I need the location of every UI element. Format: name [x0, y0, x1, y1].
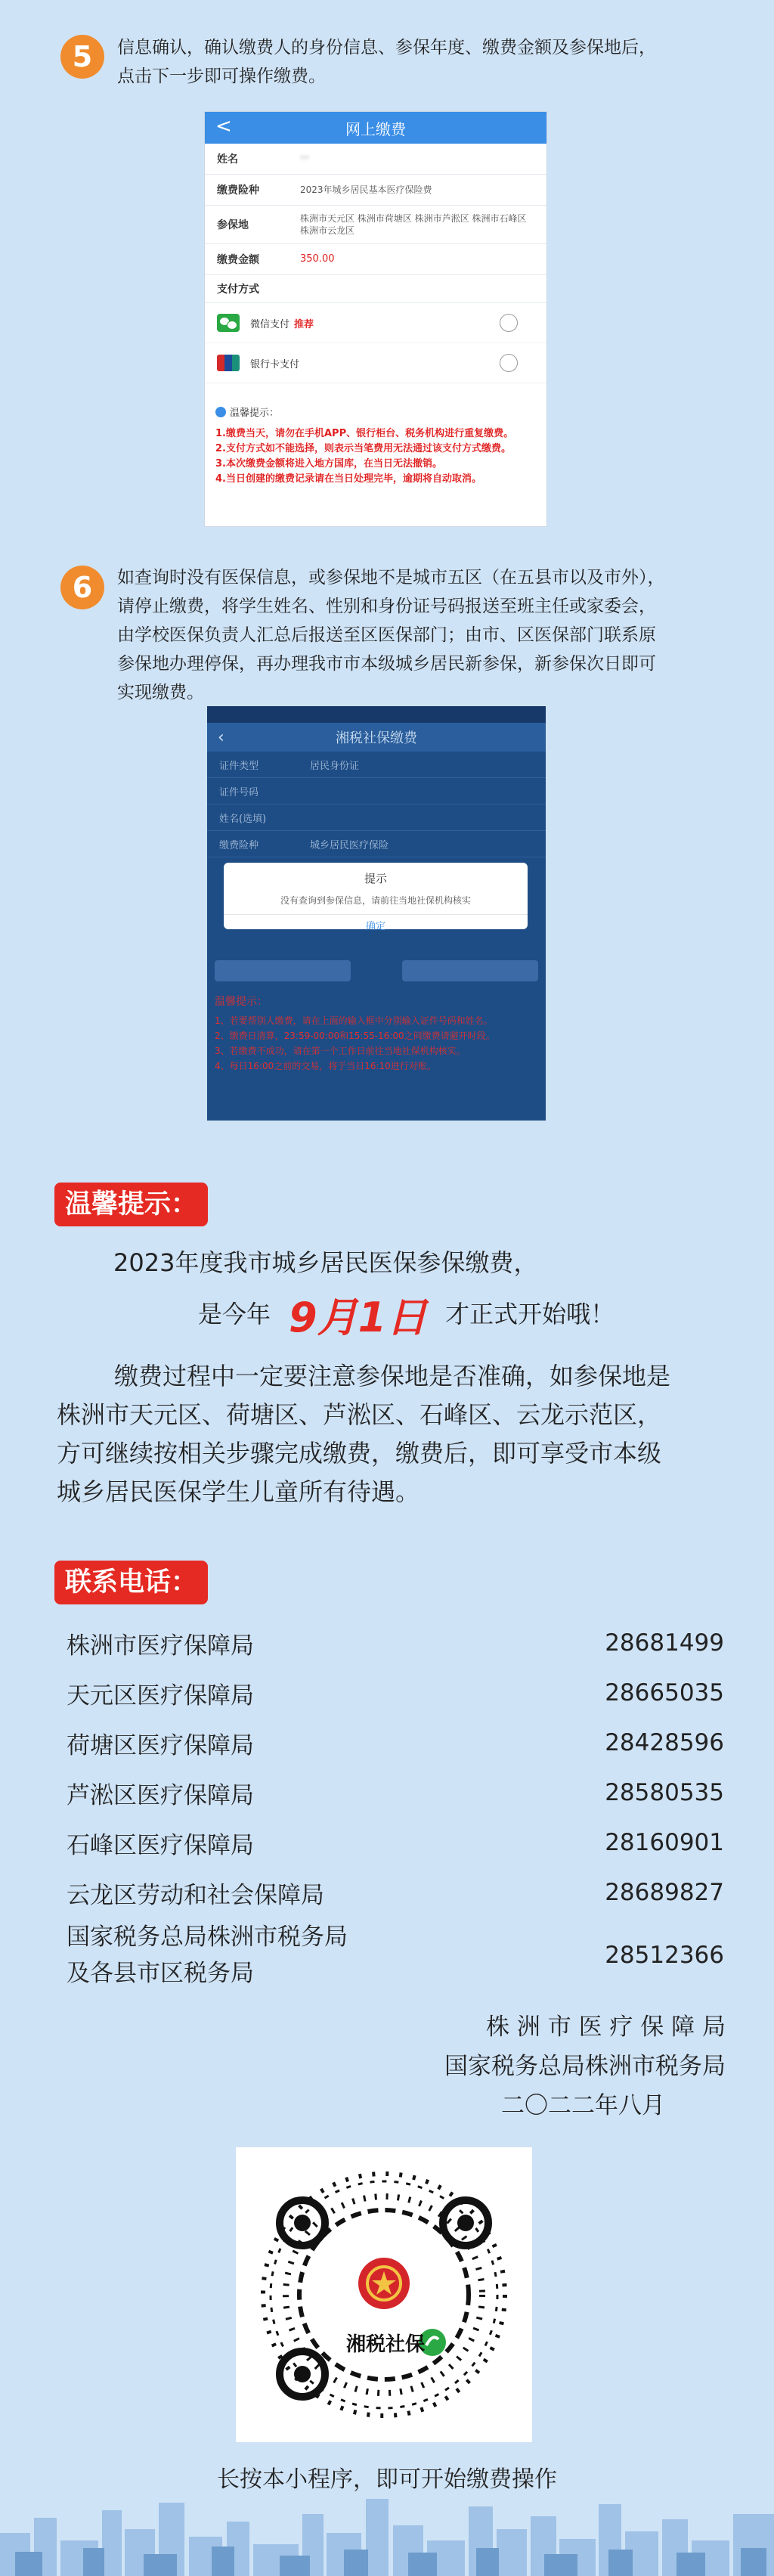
national-emblem-icon	[358, 2258, 410, 2309]
step-5-line-2: 点击下一步即可操作缴费。	[117, 67, 326, 86]
contact-row	[67, 1768, 724, 1818]
query-row[interactable]	[207, 804, 546, 831]
query-row[interactable]	[207, 752, 546, 778]
contact-name: 石峰区医疗保障局	[67, 1831, 254, 1859]
dialog-text: 没有查询到参保信息，请前往当地社保机构核实	[224, 894, 528, 915]
row-label: 缴费险种	[217, 184, 259, 197]
row-label: 证件类型	[219, 760, 259, 772]
notice-line-2-pre: 是今年	[198, 1300, 271, 1328]
contact-row	[67, 1868, 724, 1917]
contact-phone[interactable]: 28160901	[605, 1829, 724, 1856]
radio-button[interactable]	[500, 354, 518, 372]
row-label: 证件号码	[219, 786, 259, 798]
contact-name: 云龙区劳动和社会保障局	[67, 1881, 324, 1909]
back-arrow-icon[interactable]: <	[215, 115, 232, 138]
contact-row	[67, 1668, 724, 1718]
contact-phone[interactable]: 28689827	[605, 1879, 724, 1906]
pay-option-bankcard[interactable]	[205, 343, 546, 383]
notice-line-2	[198, 1285, 615, 1344]
payment-header	[205, 112, 546, 144]
query-button-right[interactable]	[402, 960, 538, 981]
query-header	[207, 723, 546, 752]
city-skyline-icon	[0, 2488, 774, 2576]
tips-list	[205, 419, 546, 494]
notice-paragraph	[57, 1357, 737, 1511]
row-value: 居民身份证	[310, 760, 360, 772]
notice-para-line: 方可继续按相关步骤完成缴费，缴费后，即可享受市本级	[57, 1439, 662, 1468]
recommend-badge: 推荐	[294, 318, 314, 330]
row-label: 参保地	[217, 219, 249, 231]
query-row[interactable]	[207, 778, 546, 804]
query-row[interactable]	[207, 831, 546, 857]
row-value-blurred: **	[300, 153, 309, 164]
signature	[408, 2007, 726, 2125]
pay-option-label: 银行卡支付	[250, 358, 300, 370]
signature-line: 株 洲 市 医 疗 保 障 局	[486, 2013, 726, 2041]
contact-name: 天元区医疗保障局	[67, 1682, 254, 1710]
contact-row	[67, 1618, 724, 1668]
contact-phone[interactable]: 28428596	[605, 1729, 724, 1756]
tip-item: 1.缴费当天，请勿在手机APP、银行柜台、税务机构进行重复缴费。	[215, 428, 514, 439]
contact-row	[67, 1818, 724, 1868]
step-5-text	[117, 33, 737, 91]
contact-phone[interactable]: 28580535	[605, 1779, 724, 1806]
contact-row-tax	[67, 1917, 724, 1993]
query-buttons	[215, 960, 538, 981]
qr-caption: 长按本小程序，即可开始缴费操作	[217, 2466, 557, 2493]
notice-line-1: 2023年度我市城乡居民医保参保缴费，	[113, 1248, 538, 1277]
tip-item: 2.支付方式如不能选择，则表示当笔费用无法通过该支付方式缴费。	[215, 443, 511, 454]
start-date-highlight: 9月1日	[289, 1294, 428, 1341]
qr-label: 湘税社保	[345, 2333, 425, 2356]
payment-screenshot	[205, 112, 546, 526]
contact-phone[interactable]: 28665035	[605, 1679, 724, 1706]
contacts-list	[67, 1618, 724, 1993]
radio-button[interactable]	[500, 314, 518, 332]
contact-name-tax	[67, 1919, 348, 1992]
mini-program-qr[interactable]	[236, 2147, 532, 2442]
step-6-line: 请停止缴费，将学生姓名、性别和身份证号码报送至班主任或家委会，	[117, 597, 656, 616]
step-6-line: 实现缴费。	[117, 683, 204, 702]
notice-para-line: 缴费过程中一定要注意参保地是否准确，如参保地是	[114, 1362, 671, 1390]
dialog-confirm-button[interactable]: 确定	[365, 921, 385, 932]
tip-item: 4.当日创建的缴费记录请在当日处理完毕，逾期将自动取消。	[215, 473, 481, 485]
row-value-amount: 350.00	[300, 253, 335, 265]
payment-row-location	[205, 206, 546, 244]
tip-item: 3.本次缴费金额将进入地方国库，在当日无法撤销。	[215, 458, 442, 470]
tip-item: 3、若缴费不成功，请在第一个工作日前往当地社保机构核实。	[215, 1046, 466, 1056]
tip-item: 4、每日16:00之前的交易，将于当日16:10进行对账。	[215, 1061, 436, 1071]
contact-name-line: 国家税务总局株洲市税务局	[67, 1923, 348, 1951]
step-6-line: 参保地办理停保，再办理我市市本级城乡居民新参保，新参保次日即可	[117, 654, 656, 674]
query-screenshot	[207, 706, 546, 1121]
contact-phone[interactable]: 28512366	[605, 1942, 724, 1969]
row-label: 姓名	[217, 153, 238, 166]
contact-name: 芦淞区医疗保障局	[67, 1781, 254, 1809]
contact-name: 株洲市医疗保障局	[67, 1632, 254, 1660]
contacts-tag: 联系电话：	[54, 1561, 208, 1604]
status-bar	[207, 706, 546, 723]
payment-header-title: 网上缴费	[345, 119, 406, 138]
contact-name: 荷塘区医疗保障局	[67, 1731, 254, 1759]
row-label: 缴费险种	[219, 839, 259, 851]
row-value: 2023年城乡居民基本医疗保险费	[300, 184, 432, 195]
step-6-badge: 6	[60, 566, 104, 609]
pay-option-label: 微信支付	[250, 318, 290, 330]
row-label: 缴费金额	[217, 254, 259, 266]
info-icon	[215, 407, 226, 417]
notice-para-line: 株洲市天元区、荷塘区、芦淞区、石峰区、云龙示范区，	[57, 1400, 662, 1429]
notice-line-2-post: 才正式开始哦！	[445, 1300, 615, 1328]
payment-row-name	[205, 144, 546, 175]
back-arrow-icon[interactable]: ‹	[218, 727, 224, 747]
payment-row-insurance	[205, 175, 546, 206]
row-value: 城乡居民医疗保险	[310, 839, 389, 851]
tips-title: 温馨提示：	[230, 408, 280, 419]
unionpay-icon	[217, 355, 240, 371]
signature-date: 二〇二二年八月	[501, 2092, 665, 2119]
tip-item: 1、若要帮别人缴费，请在上面的输入框中分别输入证件号码和姓名。	[215, 1015, 493, 1026]
contact-name-line: 及各县市区税务局	[67, 1960, 254, 1987]
pay-option-wechat[interactable]	[205, 303, 546, 343]
signature-line: 国家税务总局株洲市税务局	[444, 2053, 726, 2080]
tips-header	[205, 405, 546, 419]
step-6-line: 由学校医保负责人汇总后报送至区医保部门；由市、区医保部门联系原	[117, 625, 656, 645]
pay-method-title: 支付方式	[205, 275, 546, 303]
dialog-title: 提示	[364, 872, 387, 885]
step-6-text	[117, 563, 745, 707]
notice-tag: 温馨提示：	[54, 1183, 208, 1226]
step-5-badge: 5	[60, 35, 104, 79]
query-tips	[207, 994, 546, 1074]
query-button-left[interactable]	[215, 960, 351, 981]
contact-row	[67, 1718, 724, 1768]
row-value: 株洲市天元区 株洲市荷塘区 株洲市芦淞区 株洲市石峰区 株洲市云龙区	[300, 213, 527, 236]
tip-item: 2、缴费日清算，23:59-00:00和15:55-16:00之间缴费请避开时段。	[215, 1031, 495, 1041]
no-record-dialog	[224, 863, 528, 932]
tips-title: 温馨提示：	[215, 996, 268, 1008]
query-header-title: 湘税社保缴费	[336, 730, 417, 746]
step-6-line: 如查询时没有医保信息，或参保地不是城市五区（在五县市以及市外），	[117, 568, 665, 587]
payment-row-amount	[205, 244, 546, 275]
step-5-line-1: 信息确认，确认缴费人的身份信息、参保年度、缴费金额及参保地后，	[117, 38, 656, 57]
qr-pattern-icon	[236, 2147, 532, 2442]
row-label: 姓名(选填)	[219, 813, 267, 825]
wechat-pay-icon	[217, 314, 240, 332]
notice-para-line: 城乡居民医保学生儿童所有待遇。	[57, 1477, 420, 1506]
contact-phone[interactable]: 28681499	[605, 1629, 724, 1657]
